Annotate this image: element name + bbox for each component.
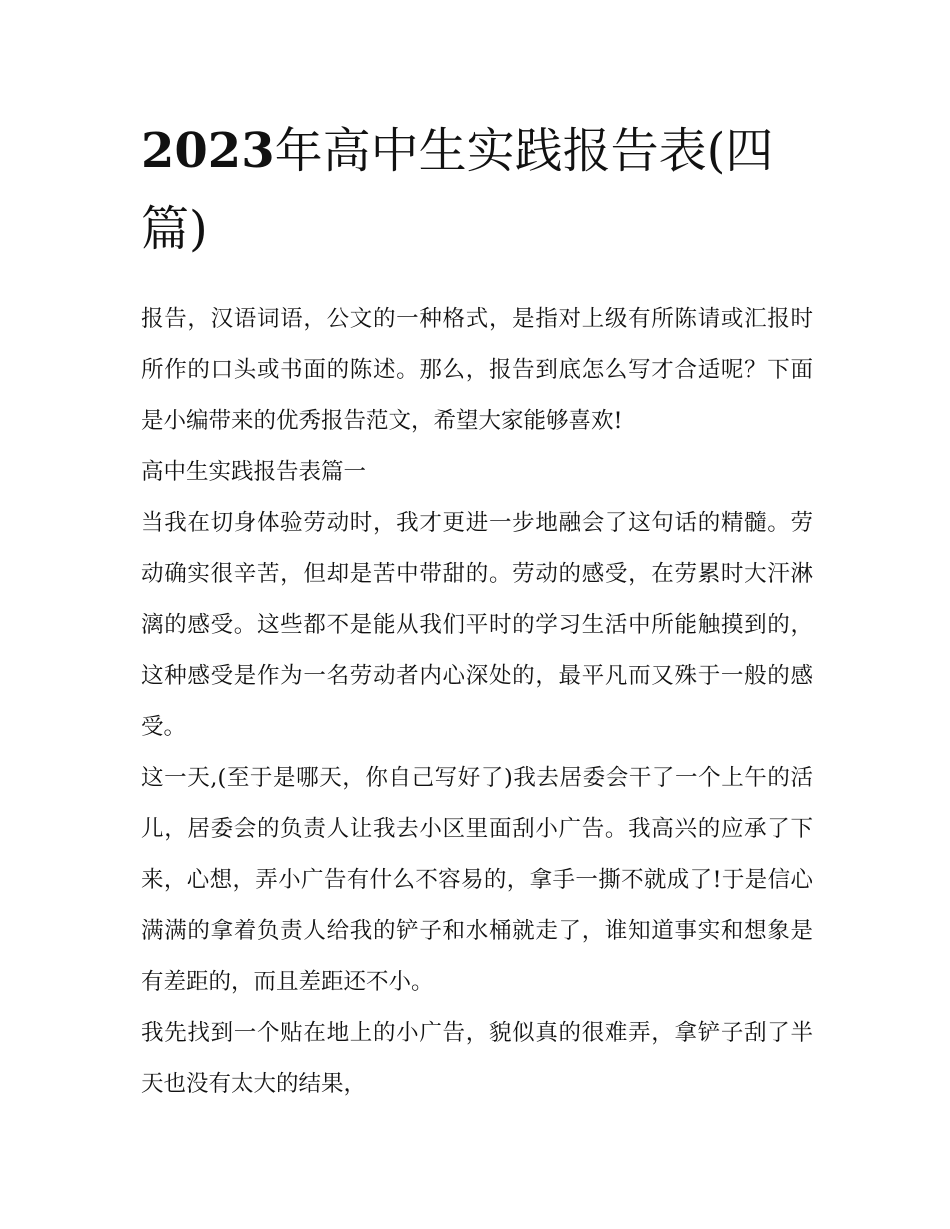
document-title xyxy=(141,112,813,268)
document-body xyxy=(141,112,813,1110)
body-paragraph: 这一天,(至于是哪天，你自己写好了)我去居委会干了一个上午的活儿，居委会的负责人让我去小区里面刮小广告。我高兴的应承了下来，心想，弄小广告有什么不容易的，拿手一撕不就成了!于是信心满满的拿着负责人给我的铲子和水桶就走了，谁知道事实和想象是有差距的，而且差距还不小。 xyxy=(141,765,813,995)
body-paragraph: 当我在切身体验劳动时，我才更进一步地融会了这句话的精髓。劳动确实很辛苦，但却是苦中带甜的。劳动的感受，在劳累时大汗淋漓的感受。这些都不是能从我们平时的学习生活中所能触摸到的，这种感受是作为一名劳动者内心深处的，最平凡而又殊于一般的感受。 xyxy=(141,510,813,740)
body-paragraph: 我先找到一个贴在地上的小广告，貌似真的很难弄，拿铲子刮了半天也没有太大的结果， xyxy=(141,1020,813,1097)
intro-paragraph: 报告，汉语词语，公文的一种格式，是指对上级有所陈请或汇报时所作的口头或书面的陈述。那么，报告到底怎么写才合适呢？下面是小编带来的优秀报告范文，希望大家能够喜欢! xyxy=(141,306,813,434)
title-year: 2023 xyxy=(141,123,275,179)
title-text: 年高中生实践报告表(四篇) xyxy=(141,123,774,257)
section-heading: 高中生实践报告表篇一 xyxy=(141,459,367,485)
